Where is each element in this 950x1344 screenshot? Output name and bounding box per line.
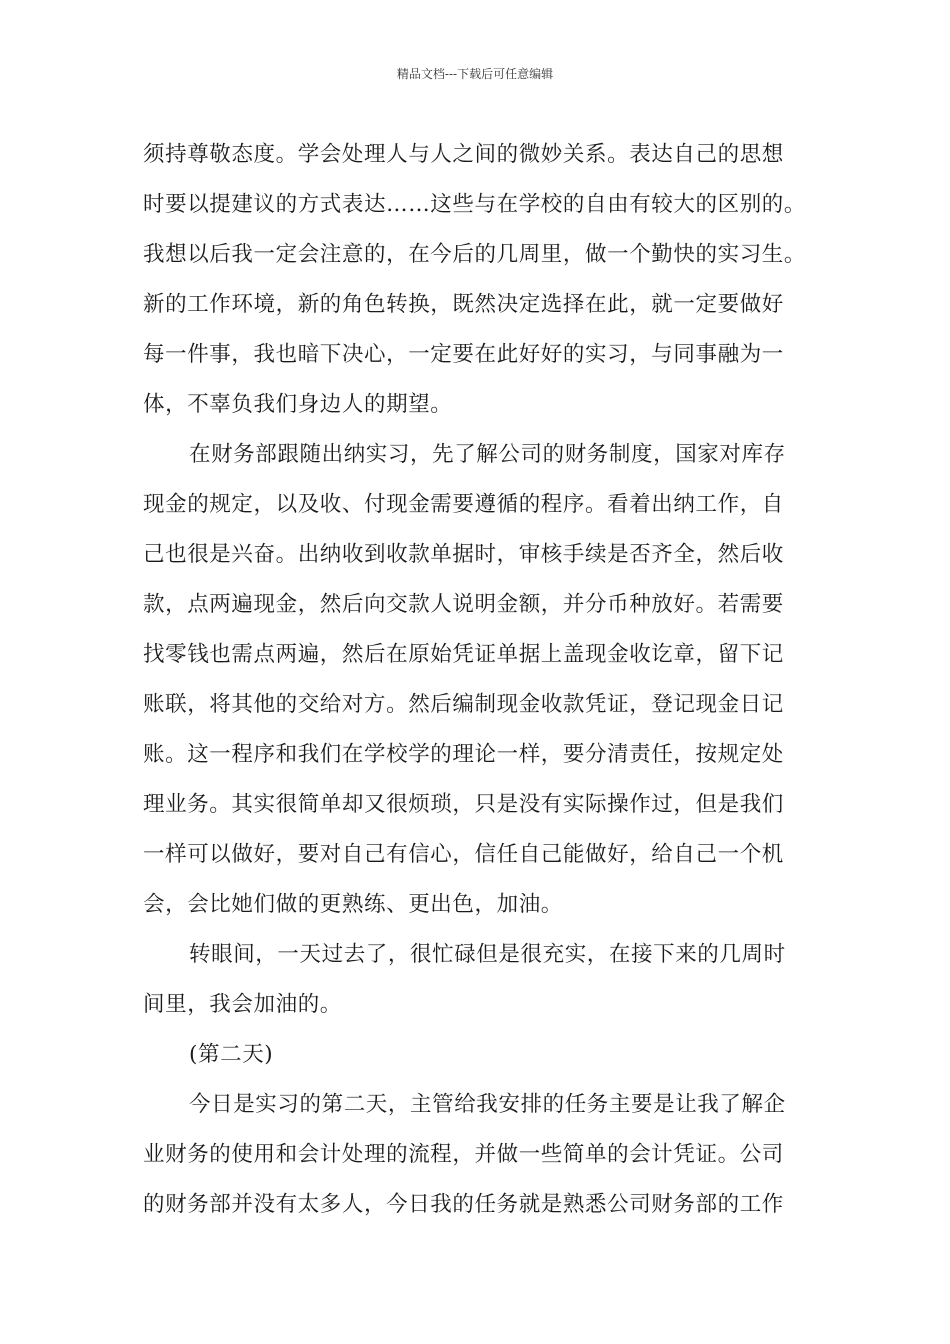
text-line: 一样可以做好，要对自己有信心，信任自己能做好，给自己一个机 [143, 842, 784, 867]
text-line: 业财务的使用和会计处理的流程，并做一些简单的会计凭证。公司 [143, 1142, 784, 1167]
text-line: 新的工作环境，新的角色转换，既然决定选择在此，就一定要做好 [143, 292, 784, 317]
text-line: 账。这一程序和我们在学校学的理论一样，要分清责任，按规定处 [143, 742, 784, 767]
text-line: 我想以后我一定会注意的，在今后的几周里，做一个勤快的实习生。 [143, 242, 807, 267]
text-line: 会，会比她们做的更熟练、更出色，加油。 [143, 892, 563, 917]
text-line: 转眼间，一天过去了，很忙碌但是很充实，在接下来的几周时 [189, 942, 786, 967]
text-line: 须持尊敬态度。学会处理人与人之间的微妙关系。表达自己的思想 [143, 142, 784, 167]
text-line: (第二天) [189, 1042, 274, 1067]
text-line: 找零钱也需点两遍，然后在原始凭证单据上盖现金收讫章，留下记 [143, 642, 784, 667]
document-body [143, 130, 823, 1230]
text-line: 在财务部跟随出纳实习，先了解公司的财务制度，国家对库存 [189, 442, 786, 467]
text-line: 账联，将其他的交给对方。然后编制现金收款凭证，登记现金日记 [143, 692, 784, 717]
text-line: 体，不辜负我们身边人的期望。 [143, 392, 453, 417]
text-line: 款，点两遍现金，然后向交款人说明金额，并分币种放好。若需要 [143, 592, 784, 617]
text-line: 每一件事，我也暗下决心，一定要在此好好的实习，与同事融为一 [143, 342, 784, 367]
text-line: 的财务部并没有太多人，今日我的任务就是熟悉公司财务部的工作 [143, 1192, 784, 1217]
page-header: 精品文档---下载后可任意编辑 [396, 67, 554, 81]
text-line: 间里，我会加油的。 [143, 992, 342, 1017]
text-line: 理业务。其实很简单却又很烦琐，只是没有实际操作过，但是我们 [143, 792, 784, 817]
text-line: 今日是实习的第二天，主管给我安排的任务主要是让我了解企 [189, 1092, 786, 1117]
text-line: 己也很是兴奋。出纳收到收款单据时，审核手续是否齐全，然后收 [143, 542, 784, 567]
text-line: 现金的规定，以及收、付现金需要遵循的程序。看着出纳工作，自 [143, 492, 784, 517]
text-line: 时要以提建议的方式表达……这些与在学校的自由有较大的区别的。 [143, 192, 807, 217]
